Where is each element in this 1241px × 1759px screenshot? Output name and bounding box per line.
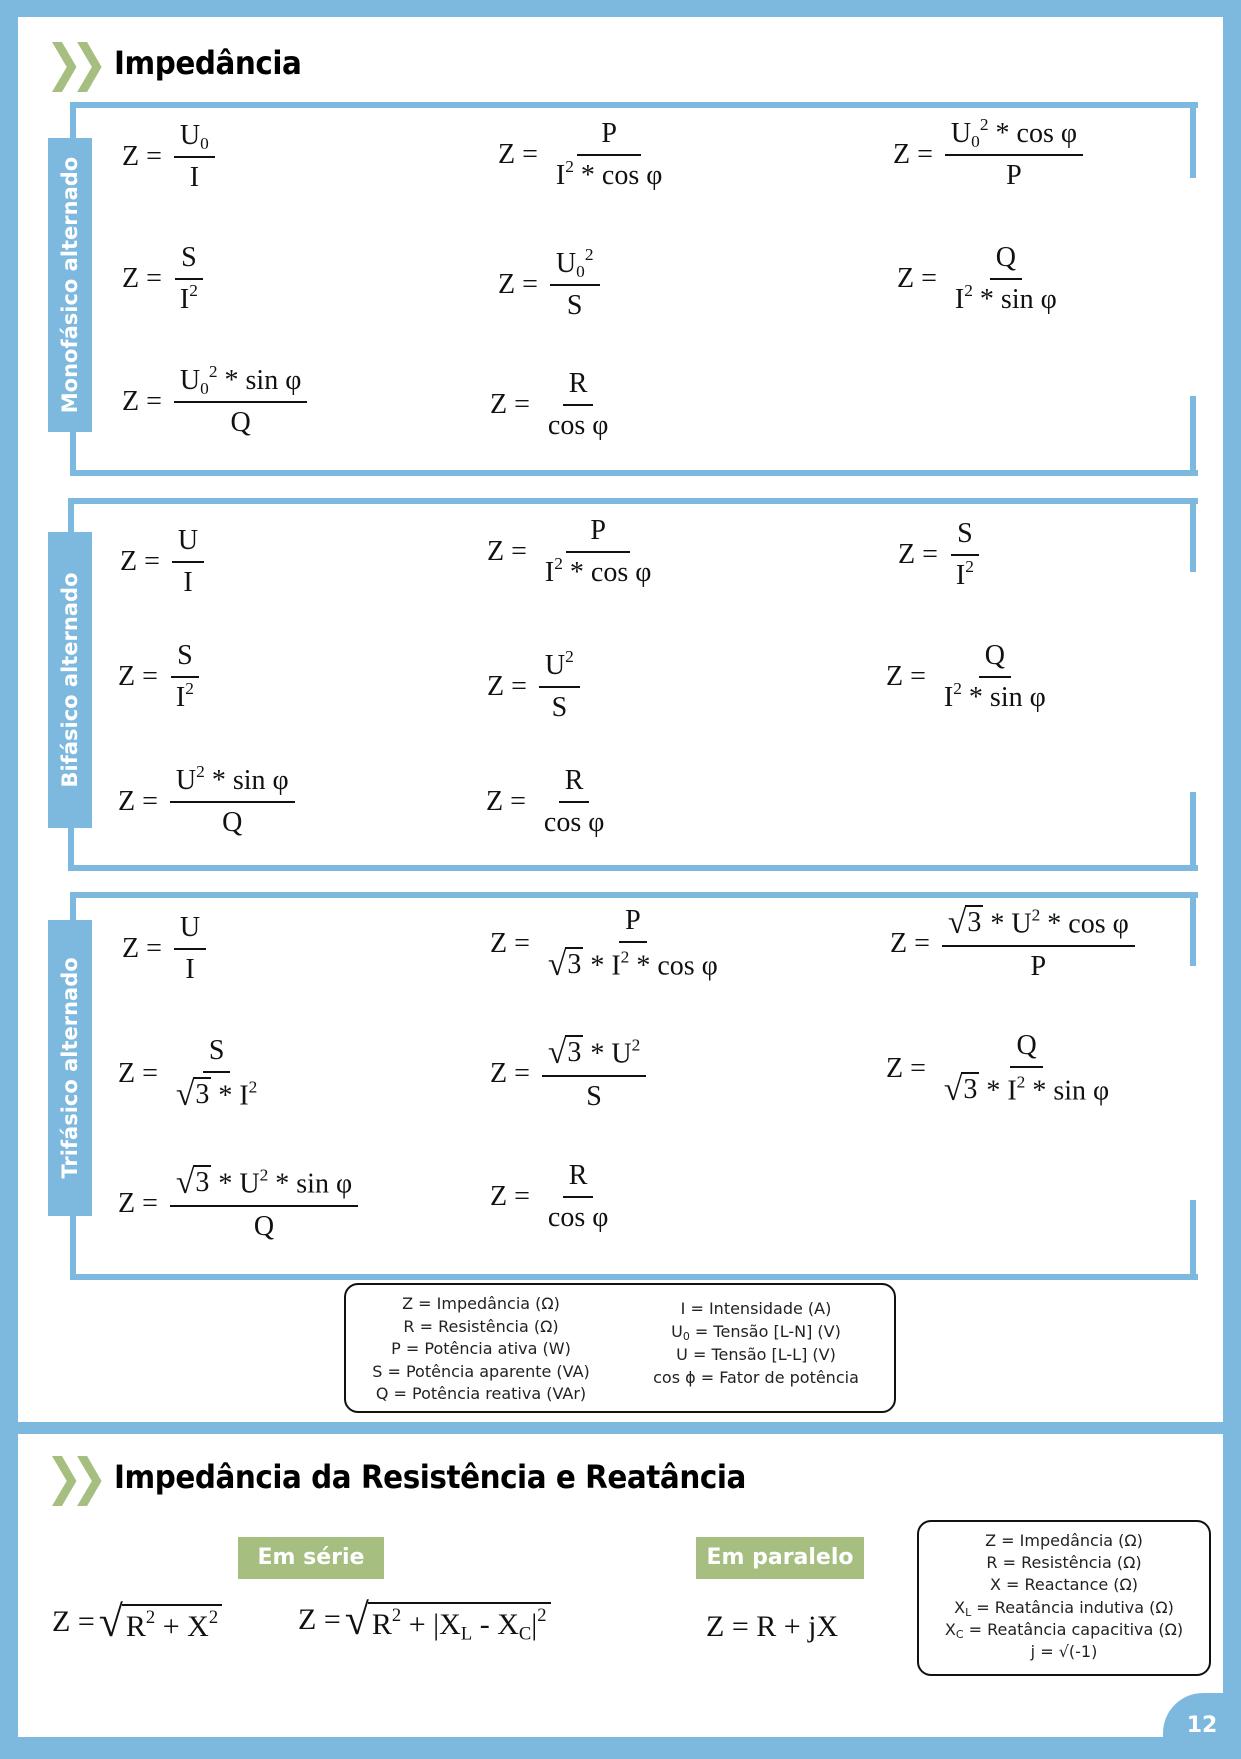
mono-frame-right-top: [1190, 102, 1196, 178]
legend-left-column: Z = Impedância (Ω) R = Resistência (Ω) P = Potência ativa (W) S = Potência aparente (VA) Q = Potência reativa (VAr): [372, 1294, 590, 1403]
bi-formula-3: Z = $\frac{S}{I^2}$: [898, 518, 980, 592]
legend-right-column: I = Intensidade (A) $U_0$ = Tensão [L-N] (V) U = Tensão [L-L] (V) cos ϕ = Fator de potência: [653, 1299, 859, 1387]
series-formula-1: Z = √ $R^2 + X^2$: [52, 1600, 222, 1644]
bi-formula-8: Z = $\frac{R}{\text{cos φ}}$: [486, 765, 605, 838]
side-tab-mono: Monofásico alternado: [48, 138, 92, 432]
tri-formula-6: Z = Q √ 3 * $I^2$ * sin φ: [886, 1030, 1110, 1108]
tri-frame-right-top: [1190, 892, 1196, 966]
tag-parallel: Em paralelo: [696, 1537, 864, 1579]
bi-frame-right-top: [1190, 498, 1196, 572]
mono-formula-3: Z = $\frac{U_0^2 * \cos \varphi}{P}$: [893, 118, 1083, 192]
double-chevron-icon: ❯❯: [45, 34, 96, 92]
section-title: Impedância: [114, 44, 302, 82]
tag-series: Em série: [238, 1537, 384, 1579]
bi-formula-1: Z = $\frac{U}{I}$: [120, 525, 204, 599]
tri-formula-3: Z = √ 3 * $U^2$ * cos φ P: [890, 905, 1135, 983]
mono-formula-7: Z = $\frac{U_0^2 * \sin \varphi}{Q}$: [122, 365, 307, 439]
mono-formula-8: Z = $\frac{R}{\text{cos φ}}$: [490, 368, 609, 441]
series-formula-2: Z = √ $R^2 + |X_L - X_C|^2$: [298, 1598, 551, 1642]
mono-formula-1: Z = $\frac{U_0}{I}$: [122, 120, 215, 194]
section-header-impedance: [42, 34, 318, 92]
parallel-formula: Z = R + jX: [706, 1610, 839, 1643]
tri-frame-right-bottom: [1190, 1200, 1196, 1274]
bi-formula-2: Z = $\frac{P}{I^2 * \cos \varphi}$: [487, 515, 652, 588]
tri-formula-8: Z = $\frac{R}{\text{cos φ}}$: [490, 1160, 609, 1233]
mono-formula-2: Z = $\frac{P}{I^2 * \cos \varphi}$: [498, 118, 663, 191]
legend-resistance-reactance: [917, 1520, 1211, 1676]
tri-formula-5: Z = √ 3 * $U^2$ S: [490, 1035, 646, 1113]
tri-formula-2: Z = P √ 3 * $I^2$ * cos φ: [490, 905, 718, 983]
bi-formula-5: Z = $\frac{U^2}{S}$: [487, 650, 580, 724]
section-header-resistance: [42, 1448, 801, 1506]
bi-frame-right-bottom: [1190, 792, 1196, 865]
side-tab-bi: Bifásico alternado: [48, 532, 92, 828]
bi-formula-4: Z = $\frac{S}{I^2}$: [118, 640, 200, 714]
page-number: 12: [1163, 1693, 1241, 1755]
double-chevron-icon: ❯❯: [45, 1448, 96, 1506]
tri-formula-4: Z = S √ 3 * $I^2$: [118, 1035, 258, 1113]
tri-formula-1: Z = $\frac{U}{I}$: [122, 912, 206, 986]
bi-formula-7: Z = $\frac{U^2 * \sin \varphi}{Q}$: [118, 765, 295, 839]
legend-column: Z = Impedância (Ω) R = Resistência (Ω) X = Reactance (Ω) $X_L$ = Reatância indutiva (Ω) $X_C$ = Reatância capacitiva (Ω) j = √(-1): [944, 1531, 1184, 1662]
mono-formula-6: Z = $\frac{Q}{I^2 * \sin \varphi}$: [897, 242, 1057, 315]
tri-formula-7: Z = √ 3 * $U^2$ * sin φ Q: [118, 1165, 358, 1243]
mono-formula-4: Z = $\frac{S}{I^2}$: [122, 242, 204, 316]
bi-formula-6: Z = $\frac{Q}{I^2 * \sin \varphi}$: [886, 640, 1046, 713]
mono-formula-5: Z = $\frac{U_0^2}{S}$: [498, 248, 600, 322]
section-title: Impedância da Resistência e Reatância: [114, 1458, 746, 1496]
legend-impedance: [344, 1283, 896, 1413]
side-tab-tri: Trifásico alternado: [48, 920, 92, 1216]
mono-frame-right-bottom: [1190, 396, 1196, 470]
